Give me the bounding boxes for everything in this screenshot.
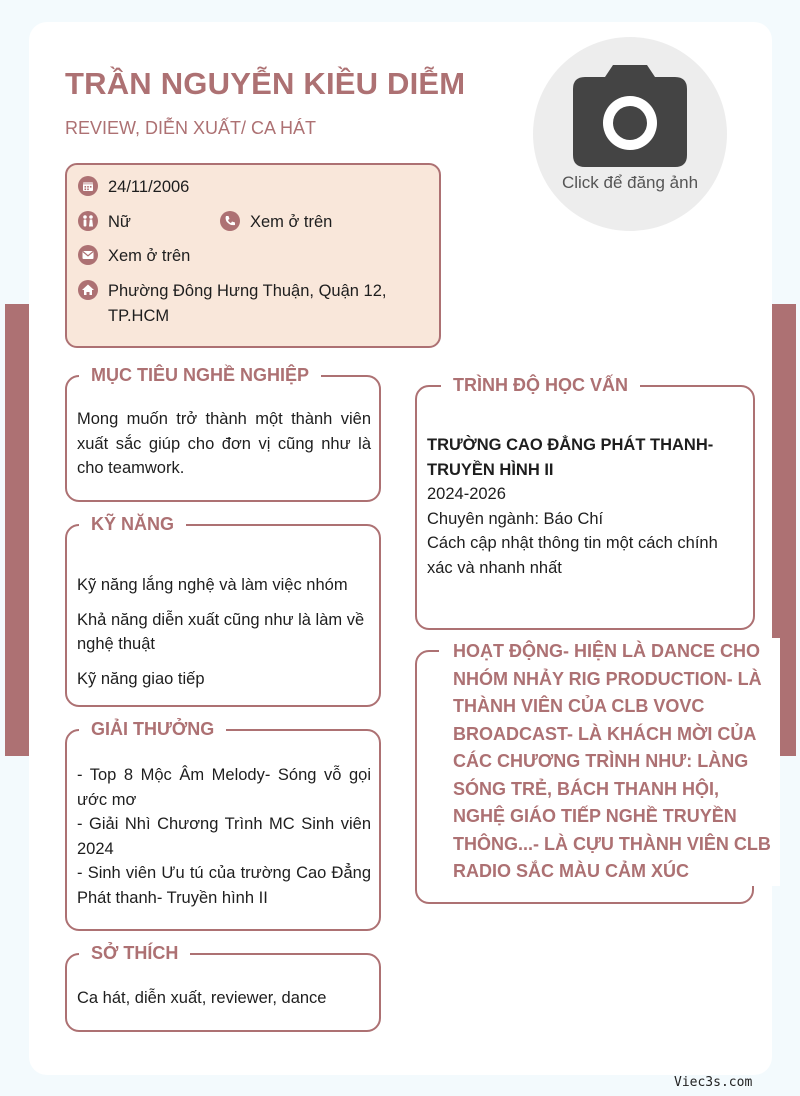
awards-heading: GIẢI THƯỞNG [79, 717, 226, 741]
email-value[interactable]: Xem ở trên [108, 247, 191, 265]
phone-icon [220, 211, 240, 231]
phone-row [220, 210, 332, 235]
photo-upload-label: Click để đăng ảnh [561, 173, 699, 192]
email-row [78, 244, 190, 269]
education-years[interactable]: 2024-2026 [427, 485, 506, 503]
activities-section [415, 638, 780, 904]
photo-upload[interactable] [533, 37, 727, 231]
objective-heading: MỤC TIÊU NGHỀ NGHIỆP [79, 363, 321, 387]
skill-item[interactable]: Kỹ năng giao tiếp [77, 669, 205, 688]
birthday-row [78, 175, 189, 200]
calendar-icon [78, 176, 98, 196]
skill-item[interactable]: Khả năng diễn xuất cũng như là làm về nghệ thuật [77, 610, 365, 653]
hobbies-text[interactable]: Ca hát, diễn xuất, reviewer, dance [77, 989, 327, 1007]
footer-watermark: Viec3s.com [674, 1075, 753, 1090]
school-name[interactable]: TRƯỜNG CAO ĐẲNG PHÁT THANH- TRUYỀN HÌNH II [427, 436, 714, 479]
candidate-name[interactable]: TRẦN NGUYỄN KIỀU DIỄM [65, 66, 466, 101]
education-section [415, 375, 755, 630]
hobbies-heading: SỞ THÍCH [79, 941, 190, 965]
camera-icon [571, 65, 689, 167]
email-icon [78, 245, 98, 265]
home-icon [78, 280, 98, 300]
gender-row [78, 210, 131, 235]
birthday-value[interactable]: 24/11/2006 [108, 178, 190, 196]
skills-section [65, 514, 381, 707]
activities-text[interactable]: HOẠT ĐỘNG- HIỆN LÀ DANCE CHO NHÓM NHẢY RIG PRODUCTION- LÀ THÀNH VIÊN CỦA CLB VOVC BROADCAST- LÀ KHÁCH MỜI CỦA CÁC CHƯƠNG TRÌNH NHƯ: LÀNG SÓNG TRẺ, BÁCH THANH HỘI, NGHỆ GIÁO TIẾP NGHỀ TRUYỀN THÔNG...- LÀ CỰU THÀNH VIÊN CLB RADIO SẮC MÀU CẢM XÚC [453, 641, 771, 881]
objective-text[interactable]: Mong muốn trở thành một thành viên xuất sắc giúp cho đơn vị cũng như là cho teamwork. [77, 410, 371, 477]
education-major[interactable]: Chuyên ngành: Báo Chí [427, 509, 604, 528]
awards-section [65, 719, 381, 931]
award-item[interactable]: - Giải Nhì Chương Trình MC Sinh viên 2024 [77, 815, 371, 858]
phone-value[interactable]: Xem ở trên [250, 213, 333, 231]
address-row [78, 279, 408, 329]
contact-info-box [65, 163, 441, 348]
skills-heading: KỸ NĂNG [79, 512, 186, 536]
skill-item[interactable]: Kỹ năng lắng nghệ và làm việc nhóm [77, 576, 348, 594]
address-value[interactable]: Phường Đông Hưng Thuận, Quận 12, TP.HCM [108, 282, 387, 325]
award-item[interactable]: - Sinh viên Ưu tú của trường Cao Đẳng Phát thanh- Truyền hình II [77, 864, 371, 907]
education-description[interactable]: Cách cập nhật thông tin một cách chính xác và nhanh nhất [427, 534, 718, 577]
hobbies-section [65, 943, 381, 1032]
gender-icon [78, 211, 98, 231]
gender-value[interactable]: Nữ [108, 213, 131, 231]
candidate-role[interactable]: REVIEW, DIỄN XUẤT/ CA HÁT [65, 118, 317, 138]
objective-section [65, 365, 381, 502]
education-heading: TRÌNH ĐỘ HỌC VẤN [441, 373, 640, 397]
award-item[interactable]: - Top 8 Mộc Âm Melody- Sóng vỗ gọi ước mơ [77, 766, 371, 809]
left-accent-band [5, 304, 29, 756]
